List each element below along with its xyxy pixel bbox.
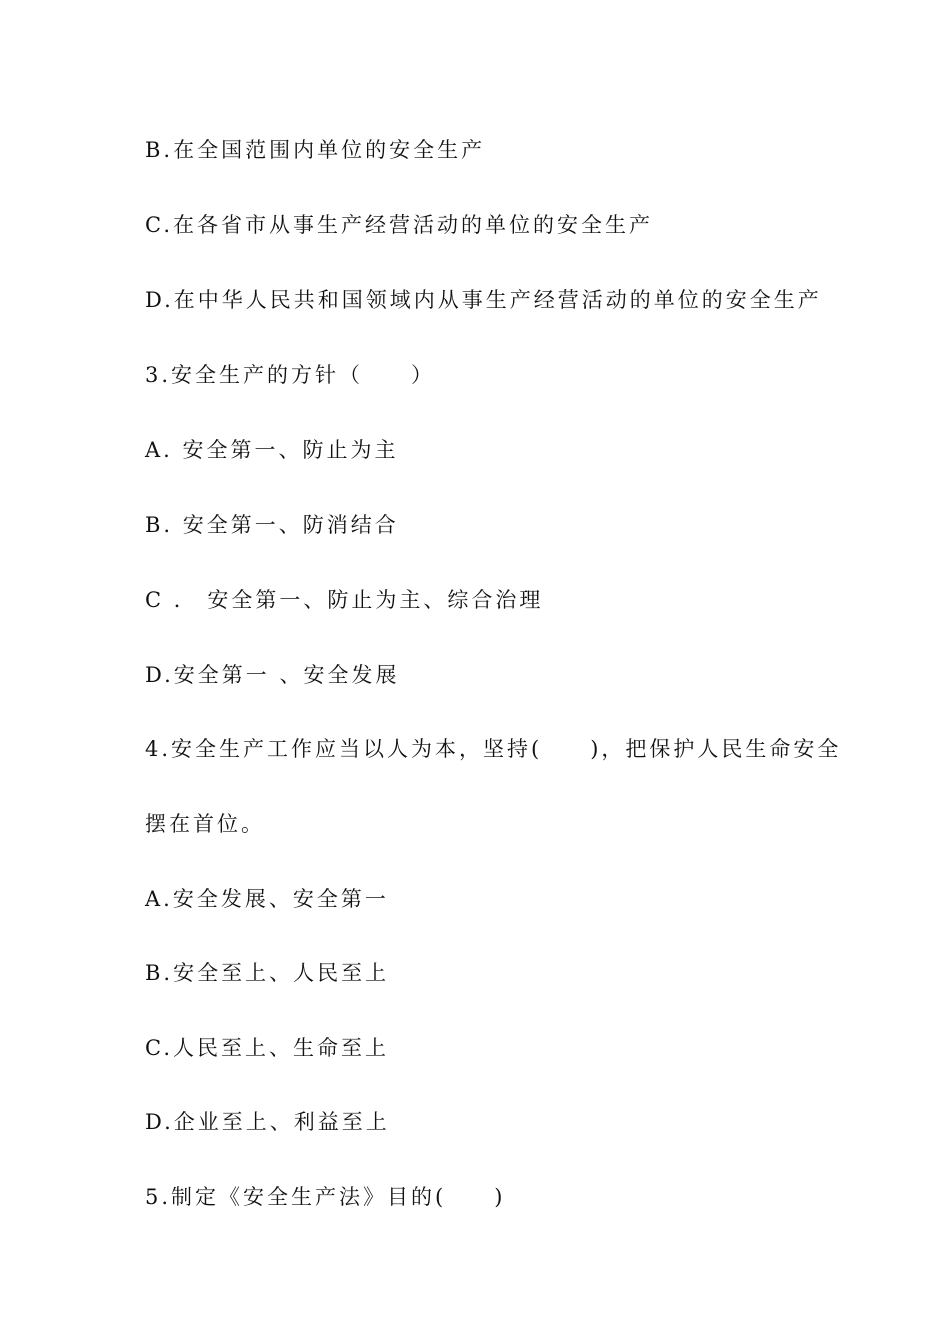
question-4-text-continued: 摆在首位。	[145, 812, 265, 836]
question-5-text: 5.制定《安全生产法》目的( )	[145, 1185, 506, 1209]
question-4-option-b: B.安全至上、人民至上	[145, 961, 390, 985]
question-4-text: 4.安全生产工作应当以人为本，坚持( )，把保护人民生命安全	[145, 737, 842, 761]
option-c-text: C.在各省市从事生产经营活动的单位的安全生产	[145, 213, 653, 237]
question-3-option-d: D.安全第一 、安全发展	[145, 663, 400, 687]
question-3-option-b: B. 安全第一、防消结合	[145, 513, 399, 537]
option-b-text: B.在全国范围内单位的安全生产	[145, 138, 486, 162]
question-3-option-c: C ． 安全第一、防止为主、综合治理	[145, 588, 544, 612]
question-4-option-d: D.企业至上、利益至上	[145, 1110, 390, 1134]
question-3-text: 3.安全生产的方针（ ）	[145, 363, 436, 387]
question-4-option-a: A.安全发展、安全第一	[145, 887, 389, 911]
option-d-text: D.在中华人民共和国领域内从事生产经营活动的单位的安全生产	[145, 288, 822, 312]
question-3-option-a: A. 安全第一、防止为主	[145, 438, 399, 462]
question-4-option-c: C.人民至上、生命至上	[145, 1036, 389, 1060]
